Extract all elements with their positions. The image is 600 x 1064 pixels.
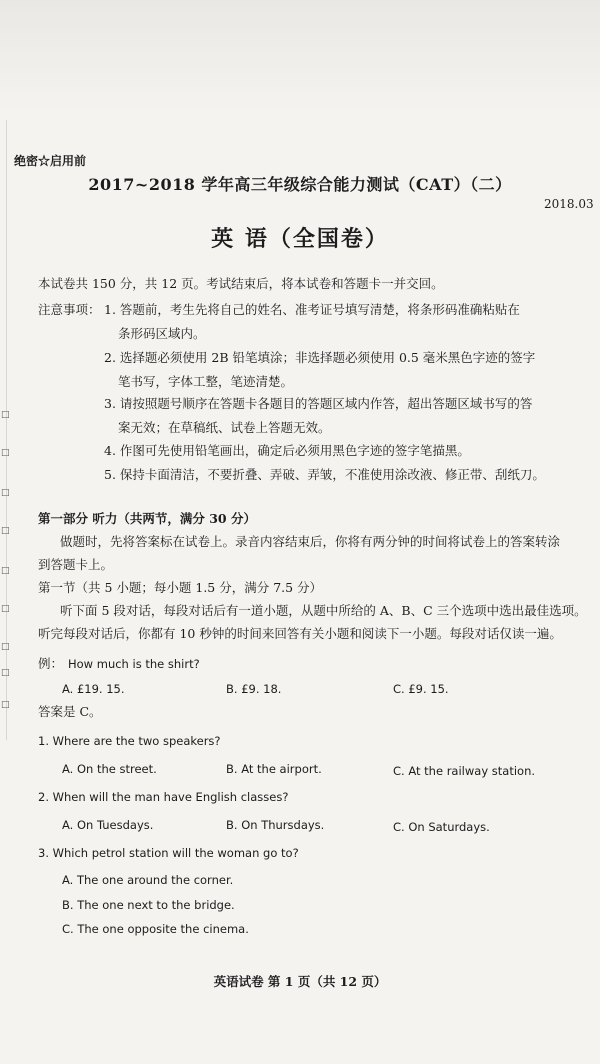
section1-heading: 第一节（共 5 小题；每小题 1.5 分，满分 7.5 分） — [38, 580, 323, 595]
exam-title: 2017~2018 学年高三年级综合能力测试（CAT）（二） — [88, 175, 512, 194]
part1-heading: 第一部分 听力（共两节，满分 30 分） — [38, 511, 256, 526]
part1-instruction: 做题时，先将答案标在试卷上。录音内容结束后，你将有两分钟的时间将试卷上的答案转涂 — [60, 534, 561, 549]
question-option: A. The one around the corner. — [62, 873, 234, 887]
note-item: 3. 请按照题号顺序在答题卡各题目的答题区域内作答，超出答题区域书写的答 — [104, 396, 533, 411]
note-item: 4. 作图可先使用铅笔画出，确定后必须用黑色字迹的签字笔描黑。 — [104, 443, 470, 458]
part1-instruction: 到答题卡上。 — [38, 557, 114, 572]
margin-mark: □ — [1, 448, 10, 458]
margin-mark: □ — [1, 642, 10, 652]
margin-mark: □ — [1, 410, 10, 420]
example-label: 例： — [38, 656, 64, 671]
question-option: B. The one next to the bridge. — [62, 898, 235, 912]
note-item: 1. 答题前，考生先将自己的姓名、准考证号填写清楚，将条形码准确粘贴在 — [104, 302, 520, 317]
example-option-c: C. £9. 15. — [393, 682, 449, 696]
question-stem: 3. Which petrol station will the woman go to? — [38, 846, 299, 860]
intro-text: 本试卷共 150 分，共 12 页。考试结束后，将本试卷和答题卡一并交回。 — [38, 276, 444, 291]
question-option: A. On Tuesdays. — [62, 818, 154, 832]
margin-mark: □ — [1, 488, 10, 498]
question-option: B. On Thursdays. — [226, 818, 325, 832]
page-footer: 英语试卷 第 1 页（共 12 页） — [213, 974, 387, 989]
note-item: 笔书写，字体工整，笔迹清楚。 — [118, 374, 294, 389]
margin-mark: □ — [1, 604, 10, 614]
question-option: B. At the airport. — [226, 762, 322, 776]
question-stem: 1. Where are the two speakers? — [38, 734, 221, 748]
note-item: 2. 选择题必须使用 2B 铅笔填涂；非选择题必须使用 0.5 毫米黑色字迹的签字 — [104, 350, 536, 365]
margin-mark: □ — [1, 566, 10, 576]
example-option-a: A. £19. 15. — [62, 682, 125, 696]
question-option: C. The one opposite the cinema. — [62, 922, 249, 936]
section1-instruction: 听下面 5 段对话，每段对话后有一道小题，从题中所给的 A、B、C 三个选项中选出最佳选项。 — [60, 603, 587, 618]
example-answer: 答案是 C。 — [38, 704, 102, 719]
notes-label: 注意事项： — [38, 302, 101, 317]
subject-title: 英 语（全国卷） — [211, 226, 389, 252]
note-item: 案无效；在草稿纸、试卷上答题无效。 — [118, 420, 331, 435]
question-option: C. At the railway station. — [393, 764, 536, 778]
section1-instruction: 听完每段对话后，你都有 10 秒钟的时间来回答有关小题和阅读下一小题。每段对话仅读一遍。 — [38, 626, 562, 641]
scan-noise — [0, 0, 600, 110]
confidential-label: 绝密☆启用前 — [14, 154, 87, 168]
example-question: How much is the shirt? — [68, 657, 200, 671]
exam-date: 2018.03 — [544, 197, 594, 211]
question-stem: 2. When will the man have English classes? — [38, 790, 289, 804]
margin-mark: □ — [1, 526, 10, 536]
example-option-b: B. £9. 18. — [226, 682, 282, 696]
note-item: 条形码区域内。 — [118, 326, 206, 341]
margin-mark: □ — [1, 668, 10, 678]
margin-mark: □ — [1, 700, 10, 710]
note-item: 5. 保持卡面清洁，不要折叠、弄破、弄皱，不准使用涂改液、修正带、刮纸刀。 — [104, 467, 545, 482]
question-option: C. On Saturdays. — [393, 820, 490, 834]
question-option: A. On the street. — [62, 762, 157, 776]
